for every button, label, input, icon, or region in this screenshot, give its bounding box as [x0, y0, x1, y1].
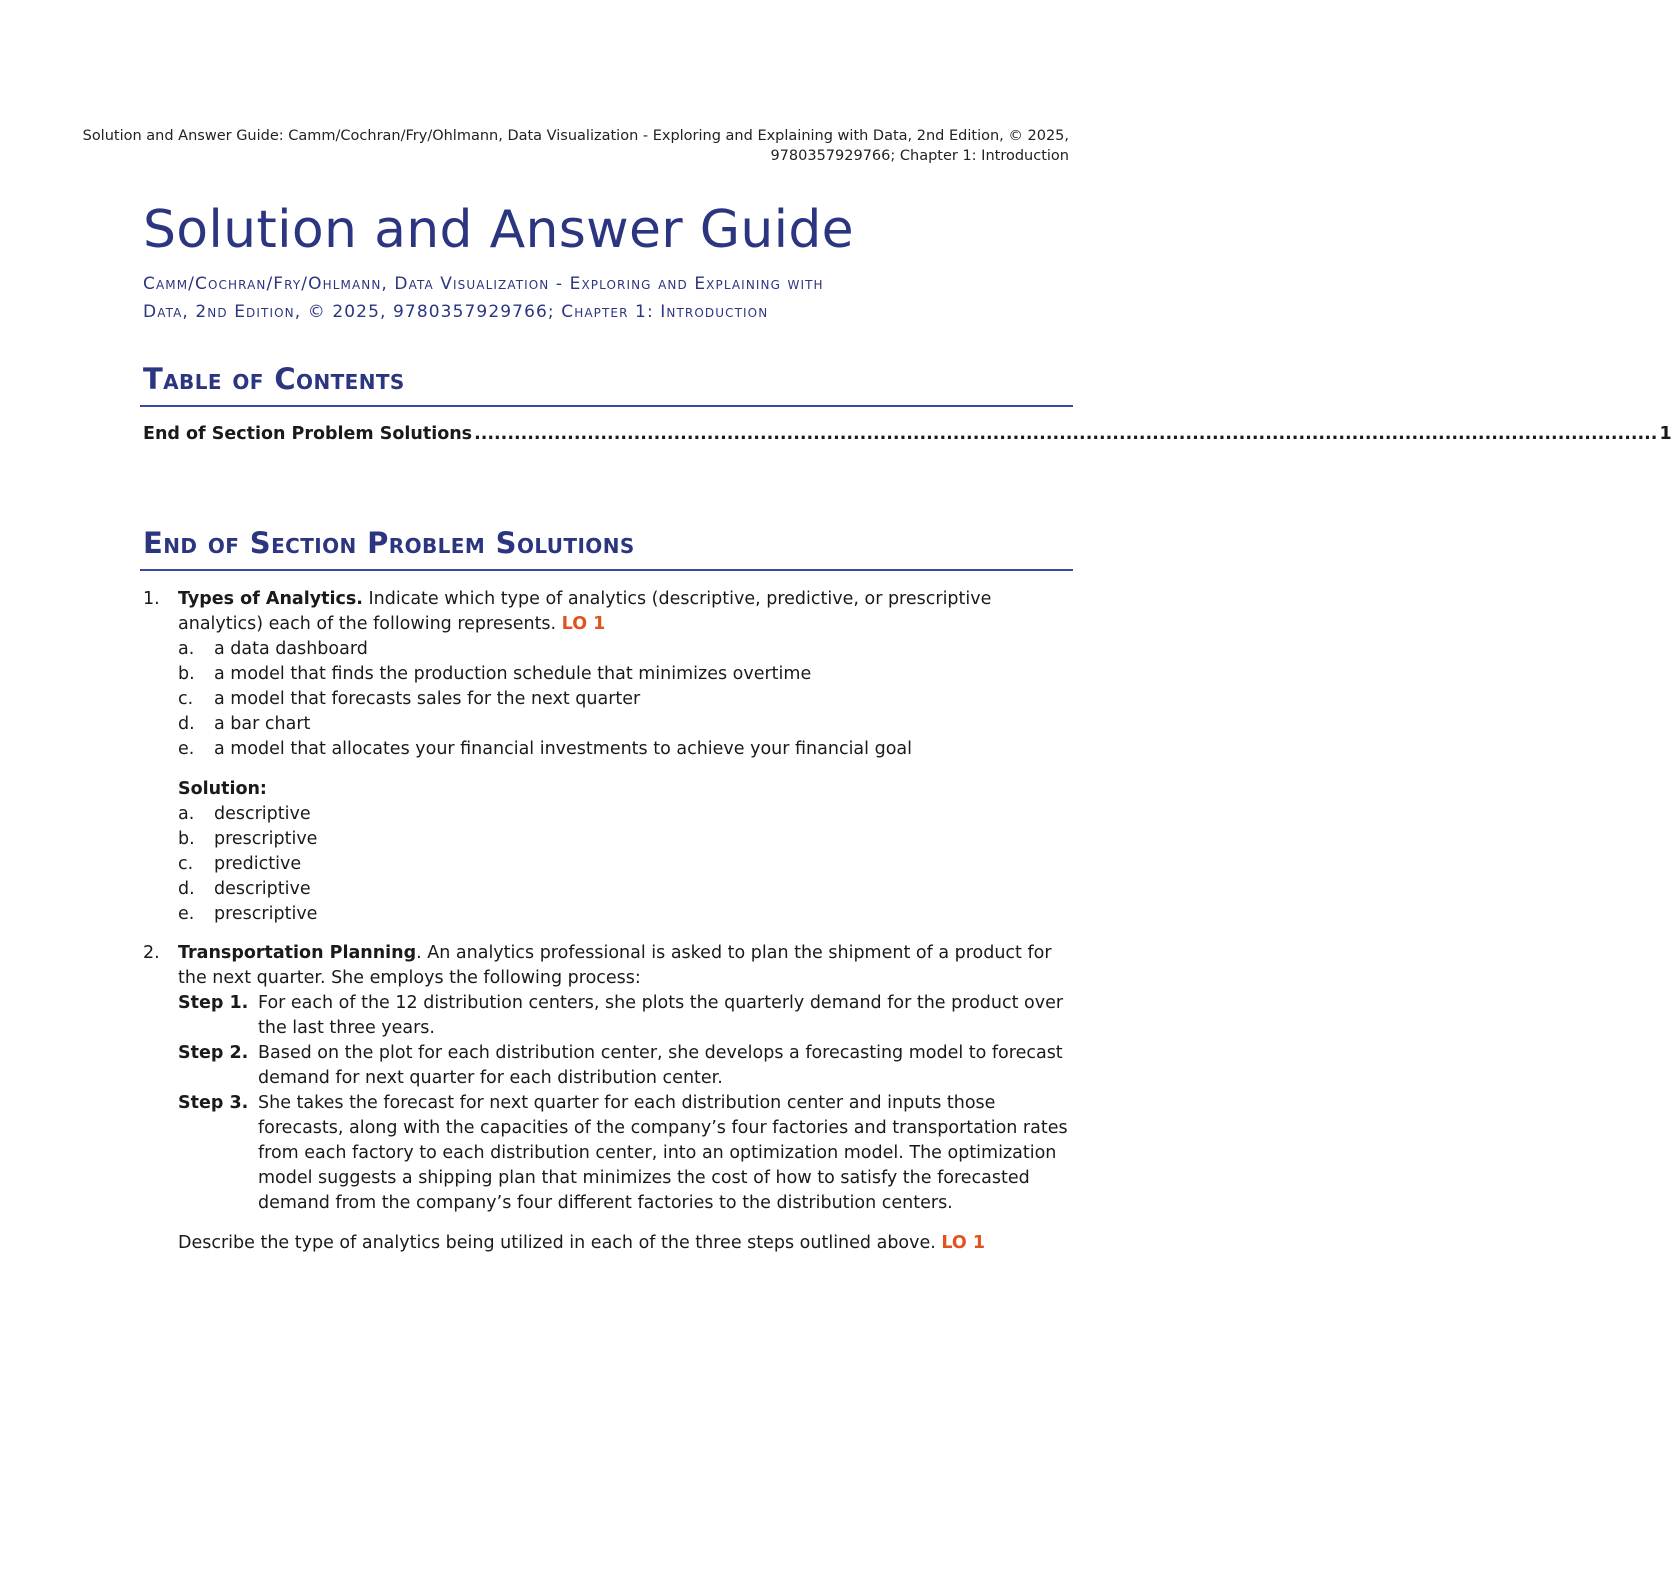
- step-1: [178, 991, 1073, 1041]
- list-item: [178, 902, 1073, 927]
- problem-1-lo-badge: LO 1: [561, 614, 606, 634]
- problem-1-text: Indicate which type of analytics (descriptive, predictive, or prescriptive analytics) each of the following represents.: [178, 589, 992, 634]
- step-text: For each of the 12 distribution centers, she plots the quarterly demand for the product over the last three years.: [258, 993, 1064, 1038]
- problem-2: [143, 941, 1073, 1256]
- step-3: [178, 1091, 1073, 1216]
- problem-2-text: . An analytics professional is asked to plan the shipment of a product for the next quarter. She employs the following process:: [178, 943, 1052, 988]
- item-marker: c.: [178, 689, 194, 709]
- problem-1: [143, 587, 1073, 927]
- list-item: [178, 687, 1073, 712]
- item-text: a data dashboard: [214, 639, 368, 659]
- list-item: [178, 802, 1073, 827]
- step-marker: Step 2.: [178, 1043, 249, 1063]
- list-item: [178, 827, 1073, 852]
- toc-heading: Table of Contents: [143, 362, 405, 396]
- problem-1-prompt: [178, 587, 1073, 637]
- list-item: [178, 737, 1073, 762]
- solution-label: Solution:: [178, 779, 267, 799]
- list-item: [178, 712, 1073, 737]
- step-marker: Step 1.: [178, 993, 249, 1013]
- item-text: a bar chart: [214, 714, 311, 734]
- item-text: descriptive: [214, 804, 311, 824]
- step-text: Based on the plot for each distribution center, she develops a forecasting model to forecast demand for next quarter for each distribution center.: [258, 1043, 1063, 1088]
- toc-entry-page[interactable]: 1: [1659, 424, 1672, 444]
- running-header: [0, 126, 1069, 166]
- problem-2-question: [178, 1231, 1073, 1256]
- step-marker: Step 3.: [178, 1093, 249, 1113]
- problem-1-items: [178, 637, 1073, 762]
- problem-2-prompt: [178, 941, 1073, 991]
- subtitle-line-1: Camm/Cochran/Fry/Ohlmann, Data Visualization - Exploring and Explaining with: [143, 274, 824, 294]
- document-title: Solution and Answer Guide: [143, 200, 854, 260]
- step-text: She takes the forecast for next quarter for each distribution center and inputs those forecasts, along with the capacities of the company’s four factories and transportation rates from each factory to each distribution center, into an optimization model. The optimization model suggests a shipping plan that minimizes the cost of how to satisfy the forecasted demand from the company’s four different factories to the distribution centers.: [258, 1093, 1068, 1213]
- item-marker: c.: [178, 854, 194, 874]
- item-text: descriptive: [214, 879, 311, 899]
- item-text: prescriptive: [214, 904, 318, 924]
- list-item: [178, 637, 1073, 662]
- list-item: [178, 852, 1073, 877]
- running-header-line-2: 9780357929766; Chapter 1: Introduction: [770, 148, 1069, 164]
- item-marker: b.: [178, 664, 195, 684]
- document-subtitle: [143, 270, 1083, 326]
- item-marker: e.: [178, 904, 195, 924]
- list-item: [178, 662, 1073, 687]
- subtitle-line-2: Data, 2nd Edition, © 2025, 9780357929766; Chapter 1: Introduction: [143, 302, 769, 322]
- problem-1-solutions: [178, 802, 1073, 927]
- item-text: a model that allocates your financial investments to achieve your financial goal: [214, 739, 912, 759]
- item-marker: d.: [178, 879, 195, 899]
- problem-2-describe: Describe the type of analytics being utilized in each of the three steps outlined above.: [178, 1233, 942, 1253]
- problem-1-number: 1.: [143, 589, 160, 609]
- toc-entry-label[interactable]: End of Section Problem Solutions: [143, 424, 473, 444]
- problem-2-number: 2.: [143, 943, 160, 963]
- step-2: [178, 1041, 1073, 1091]
- item-text: prescriptive: [214, 829, 318, 849]
- section-divider: [140, 569, 1073, 571]
- list-item: [178, 877, 1073, 902]
- toc-leader-dots: ..................................................................................................................................................................................: [474, 424, 1658, 444]
- item-marker: a.: [178, 804, 195, 824]
- problem-2-lo-badge: LO 1: [941, 1233, 986, 1253]
- section-heading: End of Section Problem Solutions: [143, 526, 635, 560]
- problem-2-title: Transportation Planning: [178, 943, 417, 963]
- toc-divider: [140, 405, 1073, 407]
- item-marker: d.: [178, 714, 195, 734]
- item-marker: e.: [178, 739, 195, 759]
- running-header-line-1: Solution and Answer Guide: Camm/Cochran/Fry/Ohlmann, Data Visualization - Exploring and Explaining with Data, 2nd Edition, © 2025,: [82, 128, 1069, 144]
- item-text: a model that forecasts sales for the next quarter: [214, 689, 641, 709]
- item-marker: a.: [178, 639, 195, 659]
- item-text: a model that finds the production schedule that minimizes overtime: [214, 664, 812, 684]
- item-text: predictive: [214, 854, 302, 874]
- problem-1-title: Types of Analytics.: [178, 589, 363, 609]
- toc-entry[interactable]: [143, 424, 1672, 444]
- item-marker: b.: [178, 829, 195, 849]
